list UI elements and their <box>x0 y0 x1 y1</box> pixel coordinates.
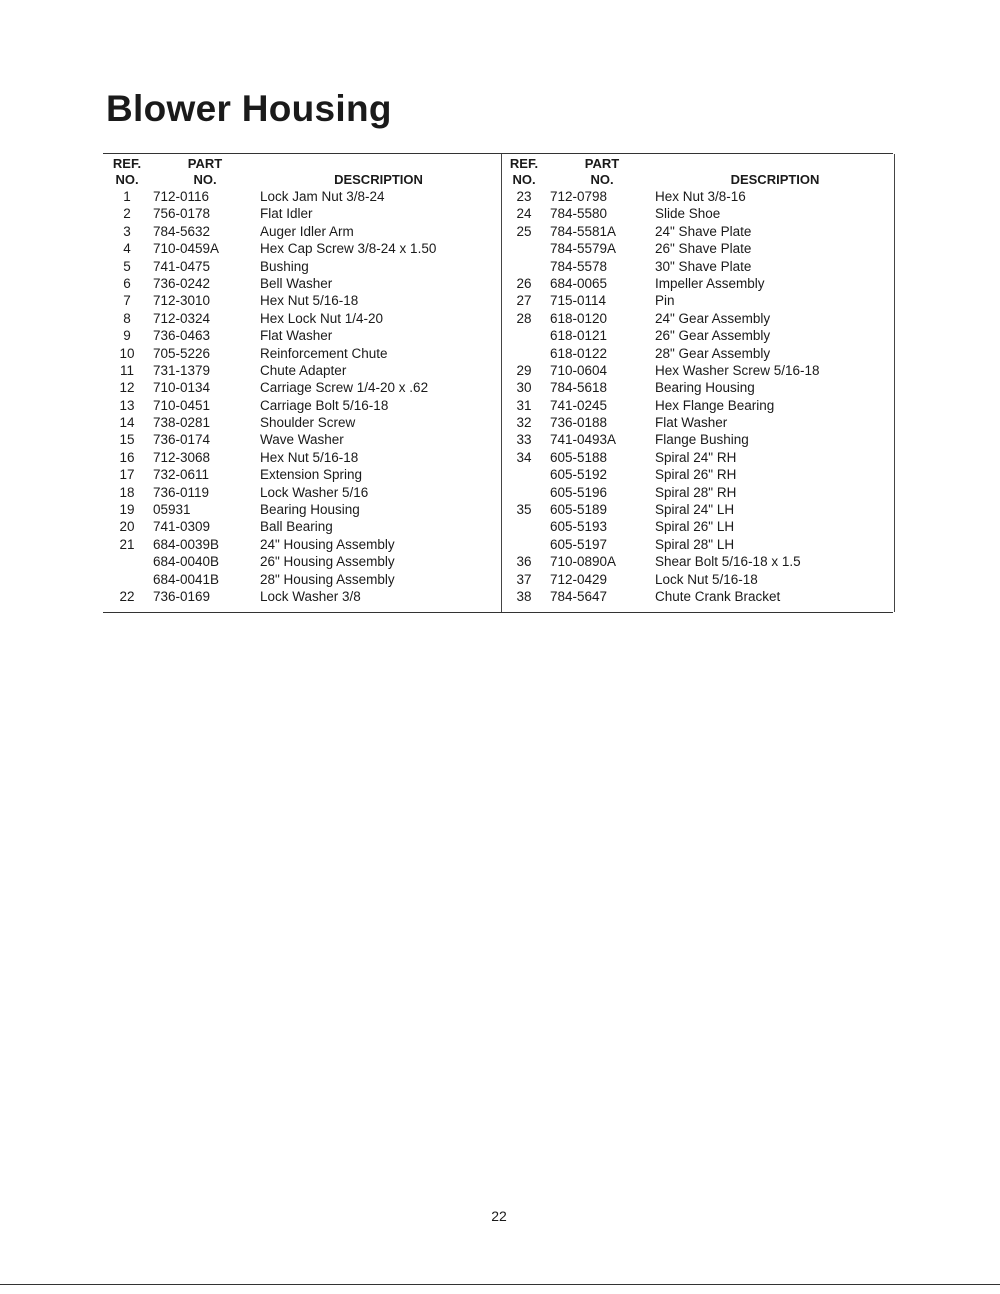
table-row <box>103 397 498 414</box>
ref-cell: 16 <box>119 449 135 465</box>
part-number-cell: 738-0281 <box>153 415 211 431</box>
parts-table <box>103 153 893 613</box>
description-cell: Pin <box>655 293 675 309</box>
table-row <box>502 571 894 588</box>
table-row <box>502 379 894 396</box>
part-number-cell: 731-1379 <box>153 362 211 378</box>
ref-cell: 37 <box>516 571 532 587</box>
part-number-cell: 732-0611 <box>153 467 210 483</box>
table-row <box>502 588 894 605</box>
table-row <box>502 466 894 483</box>
description-cell: Spiral 26" RH <box>655 467 737 483</box>
ref-cell: 26 <box>516 275 532 291</box>
ref-cell: 12 <box>119 380 135 396</box>
part-number-cell: 784-5581A <box>550 223 617 239</box>
ref-header-bottom: NO. <box>512 172 536 187</box>
part-number-cell: 741-0493A <box>550 432 617 448</box>
part-number-cell: 712-0116 <box>153 189 210 204</box>
description-cell: Ball Bearing <box>260 519 333 535</box>
part-number-cell: 741-0475 <box>153 258 211 274</box>
part-number-cell: 710-0459A <box>153 241 220 257</box>
table-row <box>502 536 894 553</box>
part-number-cell: 684-0065 <box>550 275 608 291</box>
part-number-cell: 710-0134 <box>153 380 211 396</box>
ref-cell: 7 <box>123 293 131 309</box>
table-row <box>502 240 894 257</box>
description-cell: 30" Shave Plate <box>655 258 752 274</box>
table-row <box>502 449 894 466</box>
ref-cell: 19 <box>119 502 135 518</box>
table-row <box>103 205 498 222</box>
part-number-cell: 618-0122 <box>550 345 608 361</box>
ref-cell: 2 <box>123 206 131 222</box>
ref-cell: 35 <box>516 502 532 518</box>
part-number-cell: 712-3010 <box>153 293 211 309</box>
description-cell: Spiral 28" LH <box>655 536 735 552</box>
table-row <box>502 484 894 501</box>
ref-cell: 36 <box>516 554 532 570</box>
ref-cell: 29 <box>516 362 532 378</box>
description-cell: 28" Gear Assembly <box>655 345 771 361</box>
ref-cell: 24 <box>516 206 532 222</box>
description-cell: 24" Gear Assembly <box>655 310 771 326</box>
table-row <box>502 327 894 344</box>
description-header: DESCRIPTION <box>334 172 423 187</box>
table-row <box>103 223 498 240</box>
parts-rows-left <box>103 188 498 605</box>
part-number-cell: 618-0121 <box>550 328 608 344</box>
part-number-cell: 712-0429 <box>550 571 608 587</box>
description-cell: Hex Nut 5/16-18 <box>260 449 359 465</box>
table-row <box>103 449 498 466</box>
table-row <box>502 501 894 518</box>
description-cell: Reinforcement Chute <box>260 345 388 361</box>
description-cell: Extension Spring <box>260 467 363 483</box>
description-cell: Hex Cap Screw 3/8-24 x 1.50 <box>260 241 437 257</box>
description-cell: Bell Washer <box>260 275 333 291</box>
ref-cell: 31 <box>516 397 532 413</box>
part-number-cell: 712-0324 <box>153 310 211 326</box>
ref-cell: 13 <box>119 397 135 413</box>
description-cell: Auger Idler Arm <box>260 223 354 239</box>
table-row <box>502 275 894 292</box>
part-number-cell: 710-0451 <box>153 397 211 413</box>
part-number-cell: 684-0039B <box>153 536 220 552</box>
part-number-cell: 756-0178 <box>153 206 211 222</box>
part-number-cell: 605-5196 <box>550 484 608 500</box>
part-number-cell: 618-0120 <box>550 310 608 326</box>
part-header-top: PART <box>584 156 620 171</box>
part-number-cell: 605-5197 <box>550 536 608 552</box>
table-row <box>103 501 498 518</box>
table-row <box>103 518 498 535</box>
description-cell: Shear Bolt 5/16-18 x 1.5 <box>655 554 801 570</box>
description-cell: Hex Lock Nut 1/4-20 <box>260 310 384 326</box>
part-number-cell: 684-0041B <box>153 571 220 587</box>
description-cell: Flange Bushing <box>655 432 749 448</box>
part-number-cell: 712-3068 <box>153 449 211 465</box>
description-cell: Hex Nut 5/16-18 <box>260 293 359 309</box>
table-row <box>502 345 894 362</box>
part-number-cell: 705-5226 <box>153 345 211 361</box>
description-cell: Spiral 24" LH <box>655 502 735 518</box>
part-number-cell: 605-5192 <box>550 467 608 483</box>
table-row <box>103 466 498 483</box>
page-title: Blower Housing <box>106 88 392 129</box>
ref-cell: 30 <box>516 380 532 396</box>
description-cell: Lock Washer 3/8 <box>260 588 361 604</box>
ref-cell: 23 <box>516 189 532 204</box>
ref-header-top: REF. <box>509 156 539 171</box>
ref-header-top: REF. <box>112 156 142 171</box>
ref-cell: 6 <box>123 275 131 291</box>
part-number-cell: 784-5647 <box>550 588 608 604</box>
description-cell: Hex Flange Bearing <box>655 397 775 413</box>
ref-cell: 21 <box>119 536 135 552</box>
ref-cell: 33 <box>516 432 532 448</box>
part-number-cell: 736-0174 <box>153 432 211 448</box>
table-row <box>103 188 498 205</box>
part-number-cell: 736-0242 <box>153 275 211 291</box>
part-header-bottom: NO. <box>193 172 217 187</box>
description-cell: Carriage Bolt 5/16-18 <box>260 397 389 413</box>
ref-cell: 9 <box>123 328 131 344</box>
part-number-cell: 05931 <box>153 502 191 518</box>
table-row <box>502 188 894 205</box>
bottom-rule <box>0 1284 1000 1285</box>
ref-cell: 27 <box>516 293 532 309</box>
part-number-cell: 710-0604 <box>550 362 608 378</box>
part-number-cell: 684-0040B <box>153 554 220 570</box>
description-header: DESCRIPTION <box>730 172 820 187</box>
description-cell: Slide Shoe <box>655 206 721 222</box>
table-row <box>502 518 894 535</box>
description-cell: Chute Adapter <box>260 362 347 378</box>
ref-cell: 14 <box>119 415 135 431</box>
description-cell: 24" Housing Assembly <box>260 536 395 552</box>
ref-cell: 5 <box>123 258 131 274</box>
ref-cell: 20 <box>119 519 135 535</box>
table-row <box>103 275 498 292</box>
description-cell: 24" Shave Plate <box>655 223 752 239</box>
description-cell: Lock Nut 5/16-18 <box>655 571 758 587</box>
description-cell: 28" Housing Assembly <box>260 571 395 587</box>
table-row <box>502 553 894 570</box>
table-row <box>103 414 498 431</box>
description-cell: Flat Idler <box>260 206 313 222</box>
page-number: 22 <box>491 1208 507 1224</box>
table-row <box>103 292 498 309</box>
part-number-cell: 736-0188 <box>550 415 608 431</box>
ref-cell: 15 <box>119 432 135 448</box>
table-header-left <box>103 154 498 188</box>
table-row <box>103 431 498 448</box>
table-row <box>103 345 498 362</box>
table-header-right <box>502 154 894 188</box>
ref-cell: 34 <box>516 449 532 465</box>
table-row <box>103 240 498 257</box>
description-cell: 26" Gear Assembly <box>655 328 771 344</box>
part-number-cell: 710-0890A <box>550 554 617 570</box>
table-row <box>502 431 894 448</box>
table-row <box>103 484 498 501</box>
parts-rows-right <box>502 188 894 605</box>
table-row <box>103 362 498 379</box>
part-number-cell: 736-0119 <box>153 484 210 500</box>
description-cell: 26" Shave Plate <box>655 241 752 257</box>
ref-cell: 38 <box>516 588 532 604</box>
ref-cell: 11 <box>119 362 134 378</box>
table-row <box>502 205 894 222</box>
parts-table-right-column <box>501 154 894 612</box>
description-cell: Carriage Screw 1/4-20 x .62 <box>260 380 429 396</box>
table-row <box>502 310 894 327</box>
part-number-cell: 741-0309 <box>153 519 211 535</box>
part-number-cell: 712-0798 <box>550 189 608 204</box>
description-cell: Chute Crank Bracket <box>655 588 781 604</box>
table-row <box>502 414 894 431</box>
table-row <box>502 258 894 275</box>
ref-cell: 25 <box>516 223 532 239</box>
part-number-cell: 784-5578 <box>550 258 608 274</box>
ref-cell: 28 <box>516 310 532 326</box>
ref-cell: 4 <box>123 241 131 257</box>
part-number-cell: 605-5188 <box>550 449 608 465</box>
table-row <box>103 588 498 605</box>
description-cell: Bearing Housing <box>655 380 755 396</box>
part-number-cell: 736-0169 <box>153 588 211 604</box>
part-number-cell: 605-5189 <box>550 502 608 518</box>
table-row <box>103 553 498 570</box>
description-cell: Bearing Housing <box>260 502 360 518</box>
description-cell: Impeller Assembly <box>655 275 765 291</box>
ref-cell: 17 <box>119 467 135 483</box>
ref-cell: 10 <box>119 345 135 361</box>
part-number-cell: 736-0463 <box>153 328 211 344</box>
ref-cell: 8 <box>123 310 131 326</box>
description-cell: Spiral 24" RH <box>655 449 737 465</box>
part-number-cell: 741-0245 <box>550 397 608 413</box>
parts-table-left-column <box>103 154 498 605</box>
table-row <box>502 292 894 309</box>
table-row <box>103 536 498 553</box>
ref-header-bottom: NO. <box>115 172 139 187</box>
description-cell: 26" Housing Assembly <box>260 554 395 570</box>
description-cell: Lock Jam Nut 3/8-24 <box>260 189 385 204</box>
description-cell: Hex Nut 3/8-16 <box>655 189 746 204</box>
table-row <box>103 310 498 327</box>
table-row <box>502 223 894 240</box>
table-row <box>103 327 498 344</box>
description-cell: Hex Washer Screw 5/16-18 <box>655 362 820 378</box>
description-cell: Flat Washer <box>260 328 333 344</box>
ref-cell: 3 <box>123 223 131 239</box>
description-cell: Bushing <box>260 258 309 274</box>
part-header-top: PART <box>187 156 223 171</box>
part-number-cell: 784-5632 <box>153 223 211 239</box>
part-number-cell: 605-5193 <box>550 519 608 535</box>
description-cell: Wave Washer <box>260 432 344 448</box>
description-cell: Shoulder Screw <box>260 415 356 431</box>
ref-cell: 18 <box>119 484 135 500</box>
table-row <box>502 362 894 379</box>
part-number-cell: 784-5618 <box>550 380 608 396</box>
table-row <box>103 571 498 588</box>
description-cell: Flat Washer <box>655 415 728 431</box>
part-header-bottom: NO. <box>590 172 614 187</box>
part-number-cell: 784-5580 <box>550 206 608 222</box>
ref-cell: 22 <box>119 588 135 604</box>
description-cell: Lock Washer 5/16 <box>260 484 369 500</box>
ref-cell: 1 <box>123 189 131 204</box>
part-number-cell: 784-5579A <box>550 241 617 257</box>
table-row <box>103 258 498 275</box>
table-row <box>103 379 498 396</box>
table-row <box>502 397 894 414</box>
description-cell: Spiral 26" LH <box>655 519 735 535</box>
description-cell: Spiral 28" RH <box>655 484 737 500</box>
part-number-cell: 715-0114 <box>550 293 607 309</box>
ref-cell: 32 <box>516 415 532 431</box>
